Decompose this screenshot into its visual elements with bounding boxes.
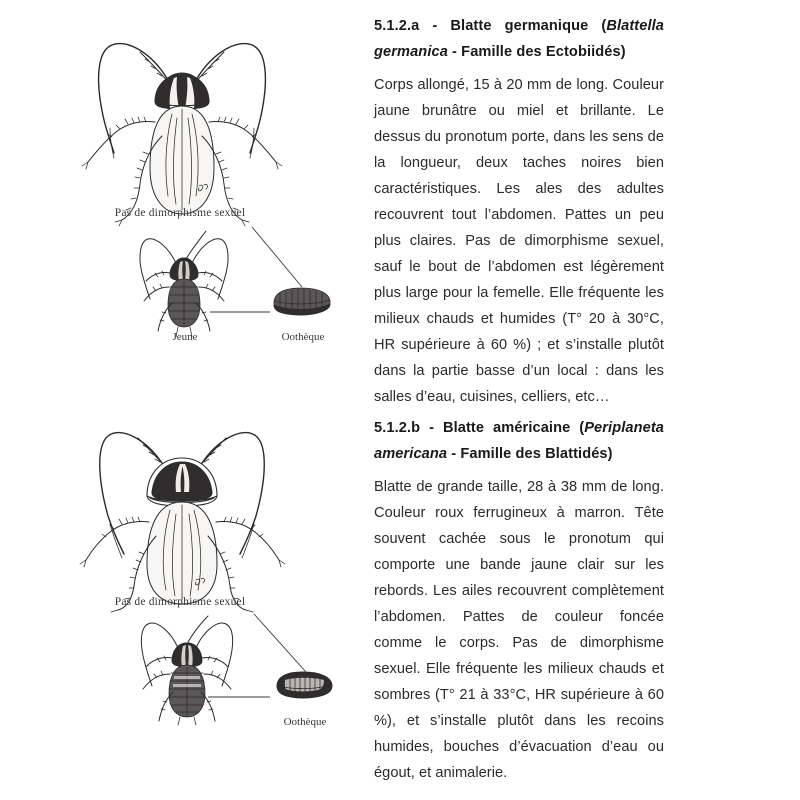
section-heading-americaine <box>374 416 664 467</box>
cockroach-adult-dorsal-illustration <box>0 400 360 598</box>
cockroach-nymph-illustration <box>130 229 240 339</box>
scale-rule <box>208 307 278 317</box>
figure-caption-ootheca: Oothèque <box>283 716 327 728</box>
heading-suffix: - Famille des Ectobiidés) <box>447 43 626 60</box>
section-body-germanique: Corps allongé, 15 à 20 mm de long. Couleur jaune brunâtre ou miel et brillante. Le dessus du pronotum porte, dans les sens de la longueur, deux taches noires bien caractéristiques. Les ales des adultes recouvrent tout l’abdomen. Pattes un peu plus claires. Pas de dimorphisme sexuel, sauf le bout de l’abdomen est légèrement plus large pour la femelle. Elle fréquente les milieux chauds et humides (T° 20 à 30°C, HR supérieure à 60 %) ; et s’installe plutôt dans la partie basse d’un local : dans les salles d’eau, cuisines, celliers, etc… <box>374 77 664 405</box>
text-column <box>374 0 664 800</box>
cockroach-nymph-illustration <box>130 614 250 726</box>
figure-caption-adult: Pas de dimorphisme sexuel <box>114 596 246 608</box>
figure-caption-ootheca: Oothèque <box>281 331 325 343</box>
heading-species-name: Periplaneta americana <box>374 420 664 462</box>
heading-prefix: 5.1.2.a - Blatte germanique ( <box>374 18 607 34</box>
illustration-column <box>0 0 360 800</box>
ootheca-leader-line <box>240 610 330 682</box>
figure-periplaneta-americana <box>0 400 360 738</box>
figure-caption-nymph: Jeune <box>172 331 198 343</box>
section-heading-germanique <box>374 14 664 65</box>
heading-species-name: Blattella germanica <box>374 18 664 60</box>
section-body-americaine: Blatte de grande taille, 28 à 38 mm de long. Couleur roux ferrugineux à marron. Tête souvent cachée sous le pronotum qui comporte une bande jaune clair sur les rebords. Les ailes recouvrent complètement l’abdomen. Pattes de couleur foncée comme le corps. Pas de dimorphisme sexuel. Elle fréquente les milieux chauds et sombres (T° 21 à 33°C, HR supérieure à 60 %), et s’installe plutôt dans les recoins humides, bouches d’évacuation d’eau ou égout, et animalerie. <box>374 479 664 781</box>
ootheca-leader-line <box>240 225 330 295</box>
figure-subrow <box>0 618 360 738</box>
figure-subrow <box>0 231 360 351</box>
heading-prefix: 5.1.2.b - Blatte américaine ( <box>374 420 585 436</box>
heading-suffix: - Famille des Blattidés) <box>447 445 613 462</box>
cockroach-adult-dorsal-illustration <box>0 8 360 208</box>
figure-blattella-germanica <box>0 8 360 351</box>
figure-caption-adult: Pas de dimorphisme sexuel <box>114 207 246 219</box>
scale-rule <box>206 692 278 702</box>
